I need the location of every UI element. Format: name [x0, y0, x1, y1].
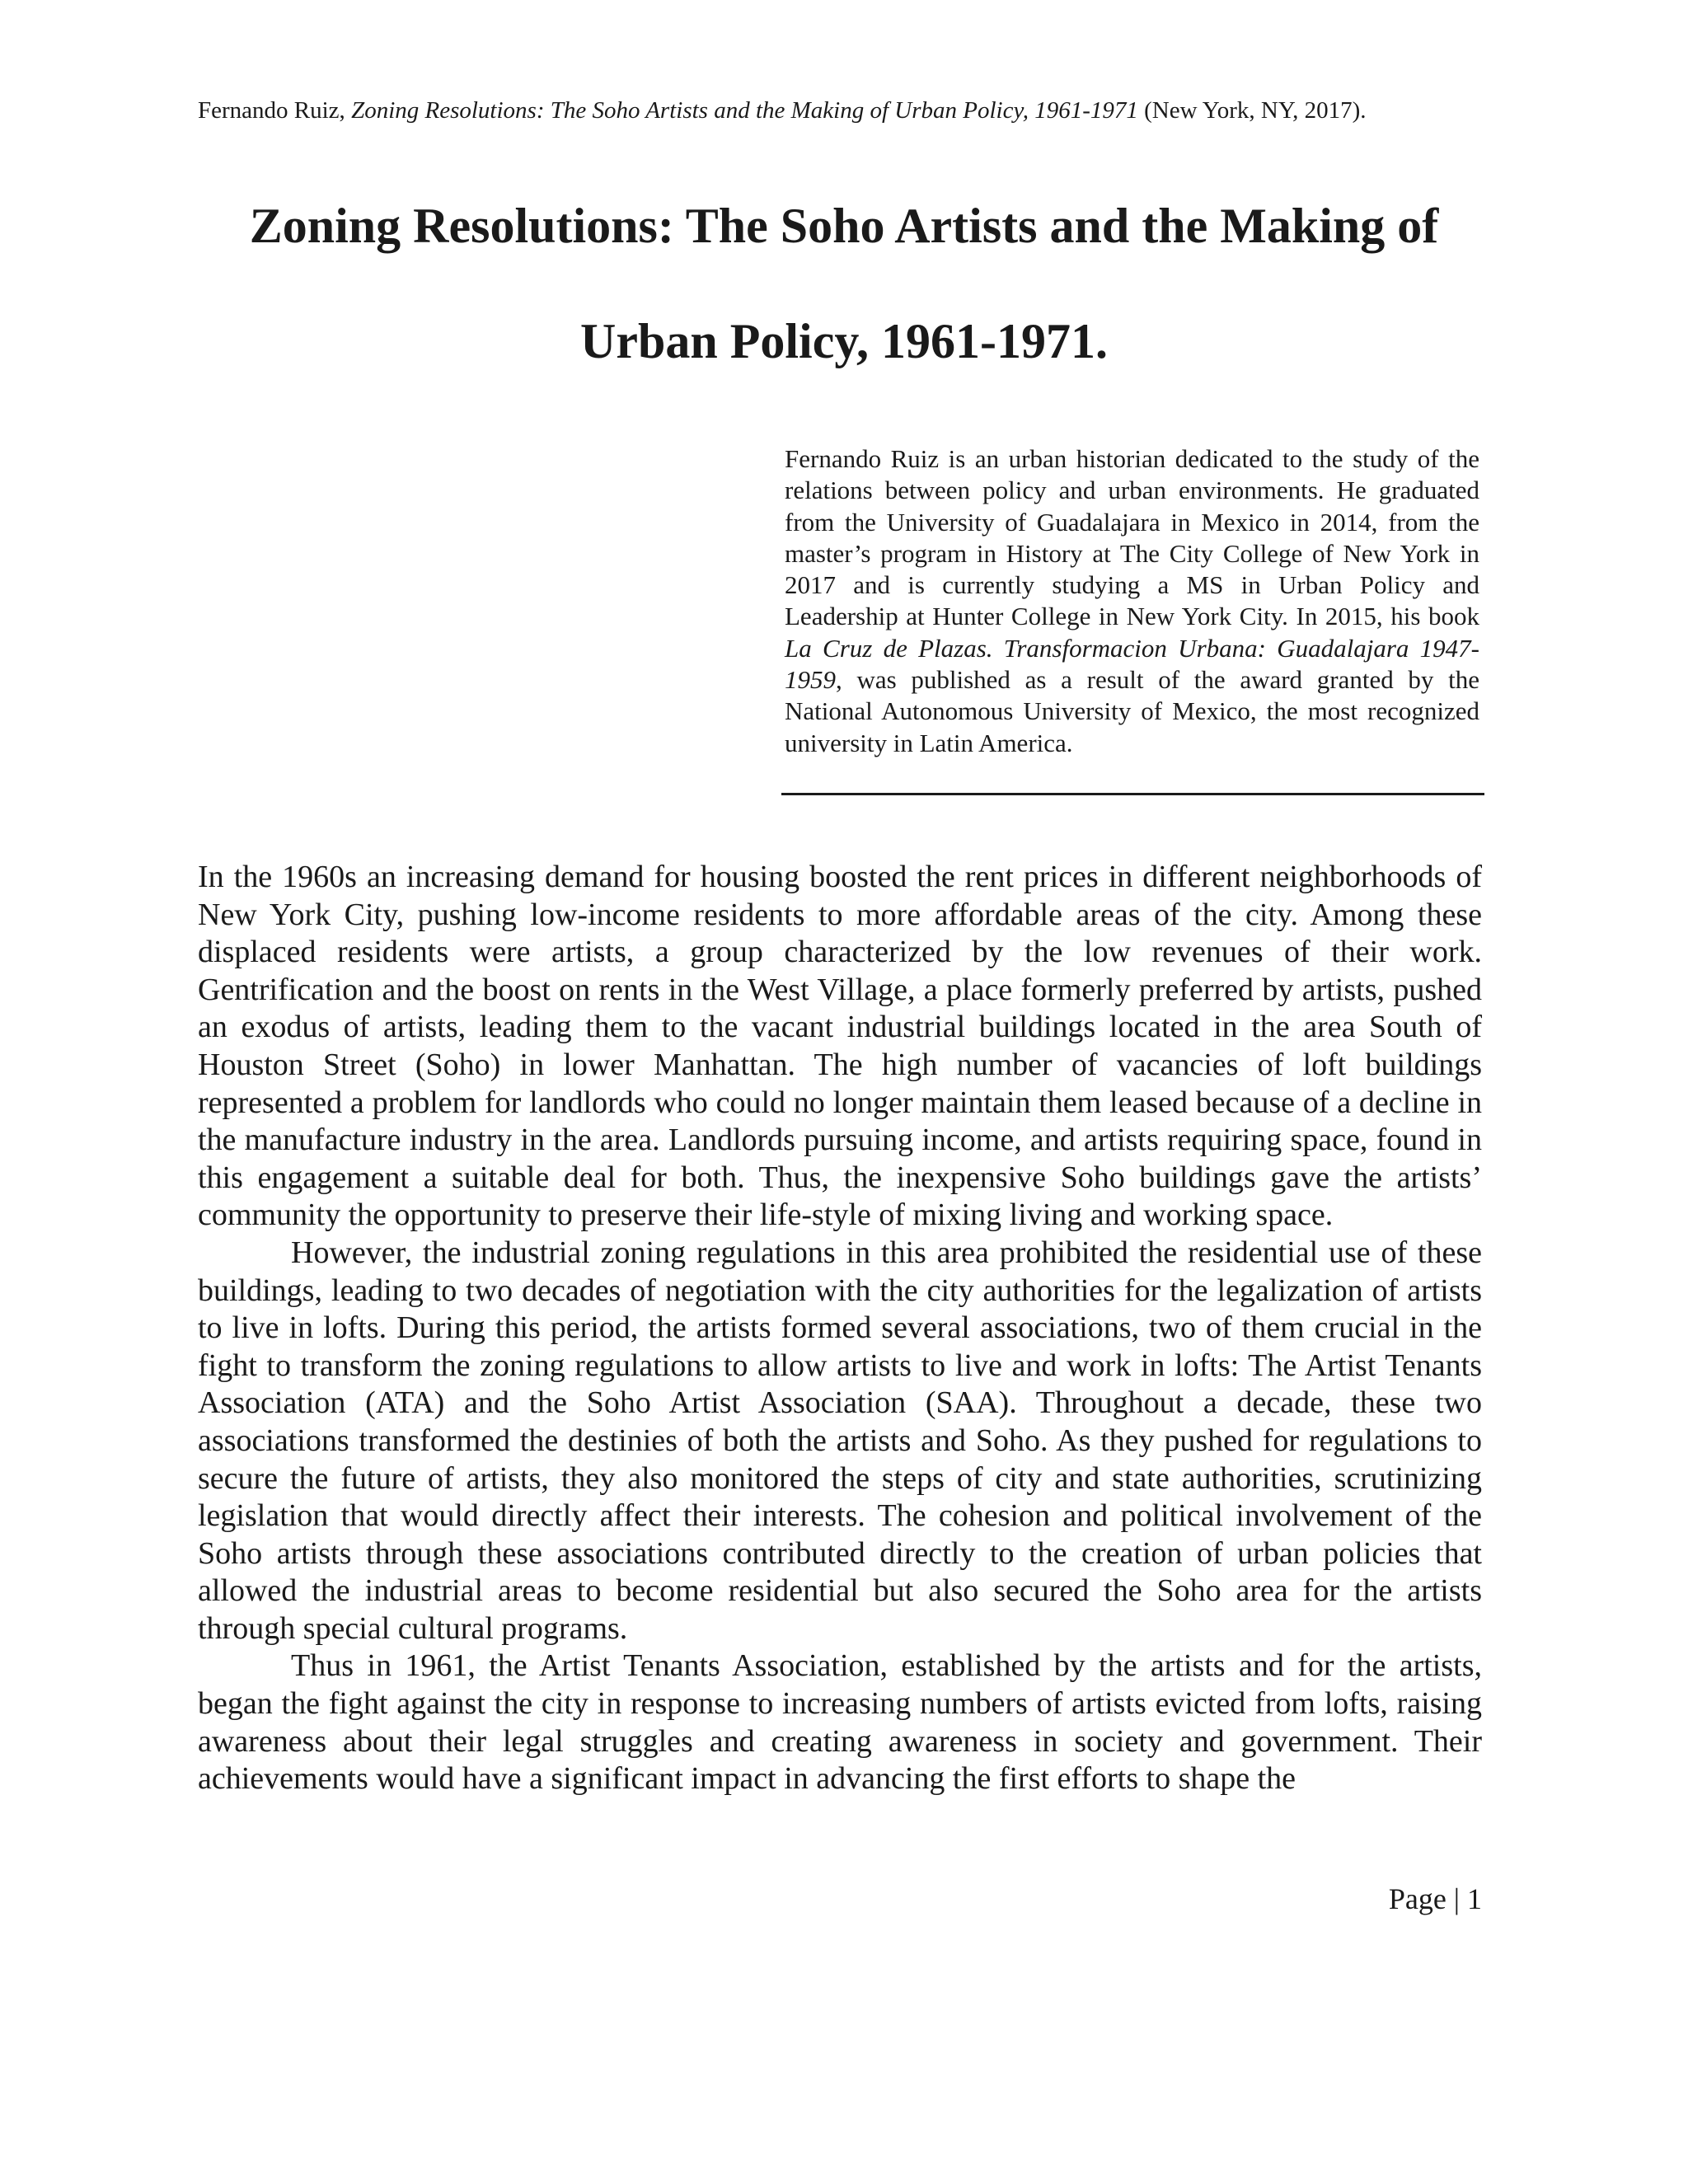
- author-bio-text: Fernando Ruiz is an urban historian dedicated to the study of the relations between policy and urban environments. He graduated from the University of Guadalajara in Mexico in 2014, from the master’s program in History at The City College of New York in 2017 and is currently studying a MS in Urban Policy and Leadership at Hunter College in New York City. In 2015, his book: [785, 444, 1479, 631]
- author-bio-book-title: La Cruz de Plazas. Transformacion Urbana: Guadalajara 1947-1959: [785, 633, 1479, 695]
- body-paragraph-3: Thus in 1961, the Artist Tenants Association, established by the artists and for the artists, began the fight against the city in response to increasing numbers of artists evicted from lofts, raising awareness about their legal struggles and creating awareness in society and government. Their achievements would have a significant impact in advancing the first efforts to shape the: [198, 1648, 1482, 1797]
- main-body: [198, 859, 1482, 1798]
- document-title-line-2: Urban Policy, 1961-1971.: [580, 314, 1108, 368]
- bio-divider: [781, 793, 1484, 795]
- citation-tail: (New York, NY, 2017).: [1137, 97, 1367, 124]
- body-paragraph-2: However, the industrial zoning regulations in this area prohibited the residential use of these buildings, leading to two decades of negotiation with the city authorities for the legalization of artists to live in lofts. During this period, the artists formed several associations, two of them crucial in the fight to transform the zoning regulations to allow artists to live and work in lofts: The Artist Tenants Association (ATA) and the Soho Artist Association (SAA). Throughout a decade, these two associations transformed the destinies of both the artists and Soho. As they pushed for regulations to secure the future of artists, they also monitored the steps of city and state authorities, scrutinizing legislation that would directly affect their interests. The cohesion and political involvement of the Soho artists through these associations contributed directly to the creation of urban policies that allowed the industrial areas to become residential but also secured the Soho area for the artists through special cultural programs.: [198, 1235, 1482, 1646]
- body-paragraph-1: In the 1960s an increasing demand for housing boosted the rent prices in different neighborhoods of New York City, pushing low-income residents to more affordable areas of the city. Among these displaced residents were artists, a group characterized by the low revenues of their work. Gentrification and the boost on rents in the West Village, a place formerly preferred by artists, pushed an exodus of artists, leading them to the vacant industrial buildings located in the area South of Houston Street (Soho) in lower Manhattan. The high number of vacancies of loft buildings represented a problem for landlords who could no longer maintain them leased because of a decline in the manufacture industry in the area. Landlords pursuing income, and artists requiring space, found in this engagement a suitable deal for both. Thus, the inexpensive Soho buildings gave the artists’ community the opportunity to preserve their life-style of mixing living and working space.: [198, 860, 1482, 1233]
- citation-author: Fernando Ruiz,: [198, 97, 352, 124]
- author-bio: [785, 443, 1479, 759]
- citation-title: Zoning Resolutions: The Soho Artists and the Making of Urban Policy, 1961-1971: [351, 97, 1138, 124]
- page-number: Page | 1: [1388, 1882, 1482, 1915]
- author-bio-text-end: , was published as a result of the award granted by the National Autonomous University of Mexico, the most recognized university in Latin America.: [785, 665, 1479, 757]
- document-title-line-1: Zoning Resolutions: The Soho Artists and the Making of: [249, 199, 1439, 253]
- citation-header: [198, 94, 1517, 127]
